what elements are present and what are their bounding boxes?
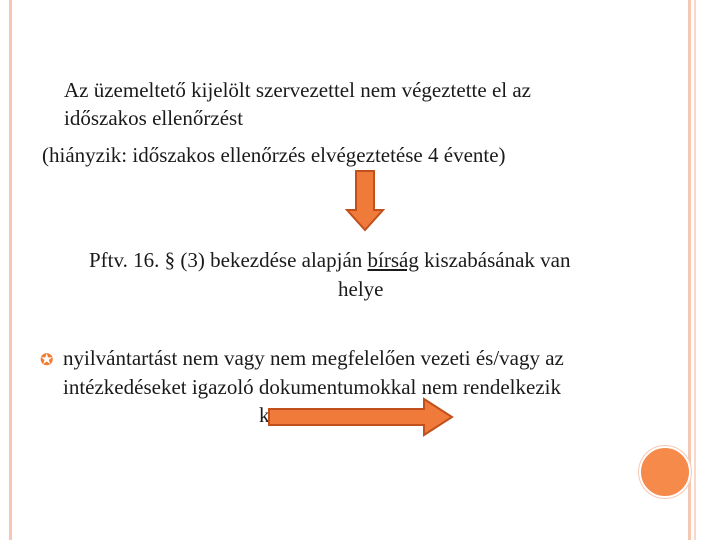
decorative-circle bbox=[639, 446, 691, 498]
sun-bullet-icon: ✪ bbox=[40, 352, 54, 369]
left-frame-line bbox=[9, 0, 12, 540]
text-line-5: helye bbox=[338, 277, 384, 301]
right-arrow-icon bbox=[268, 397, 454, 437]
bullet-line-1: nyilvántartást nem vagy nem megfelelően vezeti és/vagy az bbox=[63, 346, 564, 370]
text-line-4 bbox=[89, 248, 570, 272]
text-line-4-post: kiszabásának van bbox=[418, 248, 571, 272]
text-line-2: időszakos ellenőrzést bbox=[64, 106, 244, 130]
right-frame-line-inner bbox=[694, 0, 696, 540]
text-line-4-pre: Pftv. 16. § (3) bekezdése alapján bbox=[89, 248, 368, 272]
bullet-line-3: k bbox=[259, 403, 270, 427]
bullet-line-2: intézkedéseket igazoló dokumentumokkal nem rendelkezik bbox=[63, 375, 561, 399]
text-line-1: Az üzemeltető kijelölt szervezettel nem végeztette el az bbox=[64, 78, 532, 102]
birsag-underlined: bírság bbox=[367, 248, 419, 272]
right-frame-line-outer bbox=[688, 0, 691, 540]
down-arrow-icon bbox=[345, 170, 385, 232]
text-line-3: (hiányzik: időszakos ellenőrzés elvégeztetése 4 évente) bbox=[42, 143, 506, 167]
